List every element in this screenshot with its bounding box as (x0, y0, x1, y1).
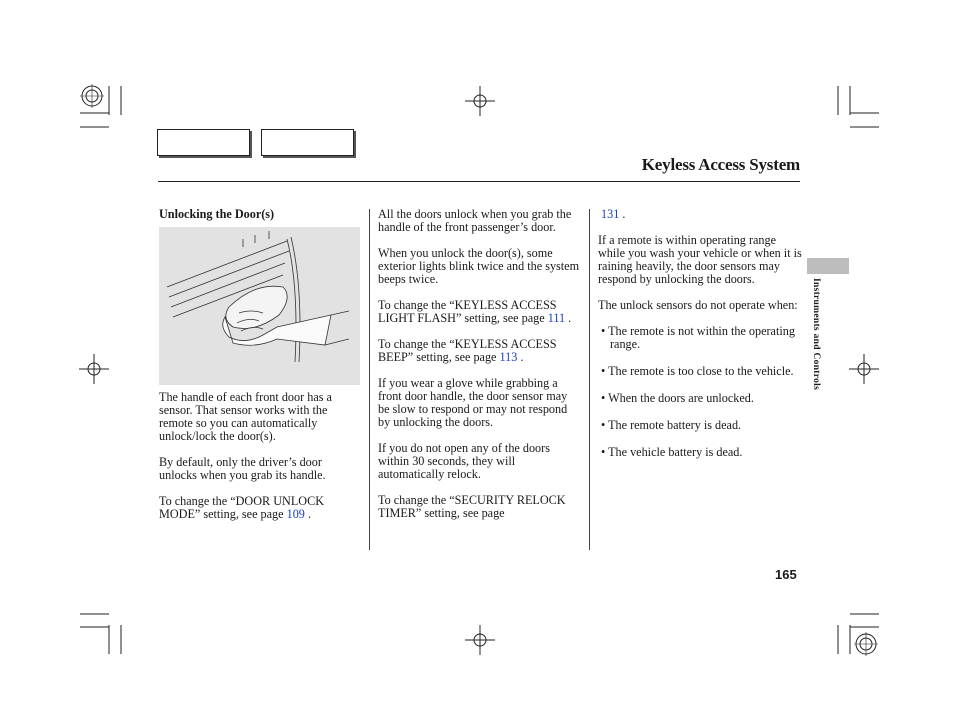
paragraph-text: To change the “DOOR UNLOCK MODE” setting, see page (159, 494, 324, 521)
section-subheading: Unlocking the Door(s) (159, 207, 275, 221)
page-number: 165 (775, 567, 797, 582)
nav-button-main-menu[interactable] (157, 129, 250, 156)
paragraph: If a remote is within operating range while you wash your vehicle or when it is raining heavily, the door sensors may respond by unlocking the doors. (598, 233, 802, 286)
paragraph: If you do not open any of the doors within 30 seconds, they will automatically relock. (378, 441, 550, 481)
paragraph (159, 495, 359, 521)
page-link-109[interactable]: 109 (286, 507, 305, 521)
paragraph: All the doors unlock when you grab the handle of the front passenger’s door. (378, 207, 572, 234)
list-item: • When the doors are unlocked. (601, 391, 754, 405)
list-item: • The remote is not within the operating range. (601, 324, 795, 351)
paragraph: To change the “SECURITY RELOCK TIMER” setting, see page (378, 493, 566, 520)
page-link-111[interactable]: 111 (547, 311, 566, 325)
list-item: • The vehicle battery is dead. (601, 445, 743, 459)
header-rule (158, 181, 800, 182)
registration-mark-bottom-right (854, 632, 878, 656)
paragraph: The unlock sensors do not operate when: (598, 298, 798, 312)
door-handle-illustration (159, 227, 360, 385)
paragraph (378, 299, 580, 325)
registration-mark-top-left (80, 84, 104, 108)
paragraph (378, 338, 580, 364)
list-item: • The remote is too close to the vehicle. (601, 364, 794, 378)
paragraph-text: To change the “KEYLESS ACCESS LIGHT FLASH” setting, see page (378, 298, 557, 325)
page-title: Keyless Access System (641, 155, 800, 174)
registration-target-right (849, 354, 879, 384)
paragraph-end: . (565, 311, 572, 325)
column-divider-2 (589, 209, 590, 550)
registration-target-left (79, 354, 109, 384)
paragraph-end: . (619, 207, 626, 221)
paragraph: The handle of each front door has a sensor. That sensor works with the remote so you can automatically unlock/lock the door(s). (159, 390, 332, 443)
paragraph-end: . (517, 350, 524, 364)
paragraph-text: To change the “KEYLESS ACCESS BEEP” setting, see page (378, 337, 557, 364)
page-link-113[interactable]: 113 (499, 350, 518, 364)
column-divider-1 (369, 209, 370, 550)
registration-target-top (465, 86, 495, 116)
paragraph-end: . (304, 507, 311, 521)
column-2 (378, 208, 580, 533)
column-3 (598, 208, 802, 472)
paragraph-text: By default, only the driver’s door unlocks when you grab its handle. (159, 455, 326, 482)
paragraph-continued (598, 208, 802, 221)
nav-button-section-contents[interactable] (261, 129, 354, 156)
registration-target-bottom (465, 625, 495, 655)
list-item: • The remote battery is dead. (601, 418, 742, 432)
page-link-131[interactable]: 131 (601, 207, 620, 221)
paragraph (159, 456, 359, 482)
hand-grabbing-handle-icon (159, 227, 360, 385)
column-1-body (159, 391, 359, 534)
paragraph: If you wear a glove while grabbing a front door handle, the door sensor may be slow to respond or may not respond by unlocking the doors. (378, 376, 568, 429)
section-tab (807, 258, 849, 274)
paragraph: When you unlock the door(s), some exterior lights blink twice and the system beeps twice. (378, 246, 580, 286)
section-tab-label: Instruments and Controls (811, 278, 821, 391)
